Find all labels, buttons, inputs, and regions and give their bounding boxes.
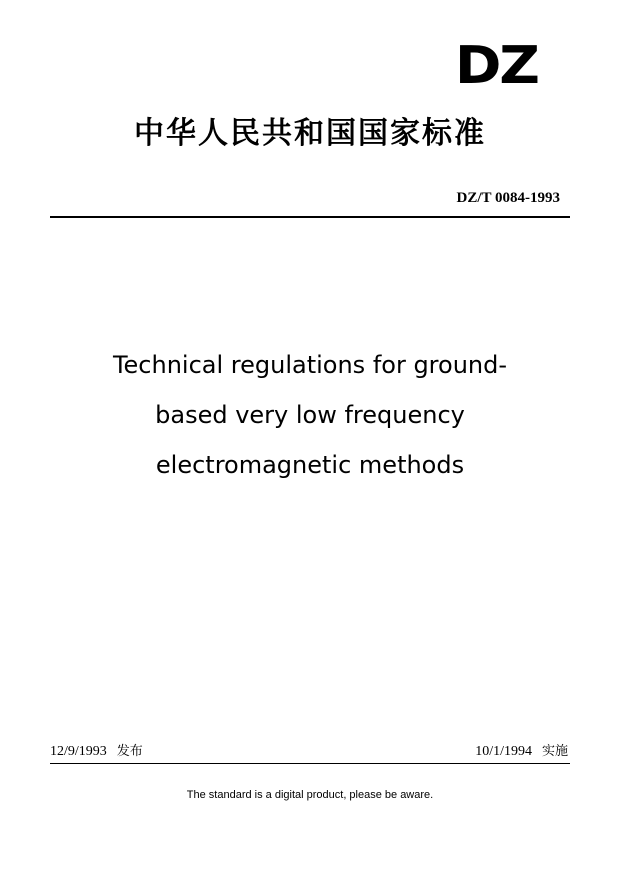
header-divider [50,216,570,218]
document-title-line-2: based very low frequency [155,401,465,429]
effective-date: 10/1/1994 [475,744,532,759]
standard-number: DZ/T 0084-1993 [456,190,560,206]
issue-date-row [50,743,143,761]
dz-logo: DZ [454,36,538,96]
footer-divider [50,763,570,764]
effective-label: 实施 [541,744,568,759]
org-title: 中华人民共和国国家标准 [134,116,486,151]
document-title [60,340,560,490]
document-title-line-3: electromagnetic methods [155,451,465,479]
issue-label: 发布 [116,744,143,759]
issue-date: 12/9/1993 [50,744,107,759]
document-title-line-1: Technical regulations for ground- [112,351,508,379]
digital-product-notice: The standard is a digital product, please be aware. [186,789,434,801]
effective-date-row [475,743,568,761]
